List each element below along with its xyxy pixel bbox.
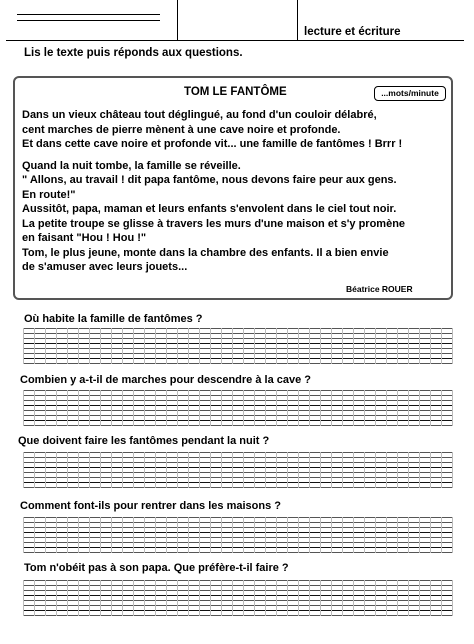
ruled-line — [23, 487, 453, 488]
ruled-line — [23, 605, 453, 606]
ruled-margin-tick — [243, 390, 244, 426]
ruled-margin-tick — [298, 580, 299, 616]
answer-lines-1[interactable] — [23, 328, 453, 364]
ruled-margin-tick — [210, 580, 211, 616]
ruled-margin-tick — [386, 580, 387, 616]
story-line: cent marches de pierre mènent à une cave noire et profonde. — [22, 123, 341, 136]
ruled-margin-tick — [309, 517, 310, 553]
ruled-margin-tick — [122, 517, 123, 553]
ruled-margin-tick — [364, 390, 365, 426]
ruled-line — [23, 472, 453, 473]
ruled-margin-tick — [210, 328, 211, 364]
ruled-line — [23, 358, 453, 359]
ruled-margin-tick — [111, 452, 112, 488]
ruled-margin-tick — [287, 328, 288, 364]
ruled-line — [23, 415, 453, 416]
ruled-margin-tick — [320, 390, 321, 426]
ruled-margin-tick — [430, 328, 431, 364]
ruled-line — [23, 532, 453, 533]
ruled-margin-tick — [45, 328, 46, 364]
ruled-margin-tick — [243, 328, 244, 364]
ruled-margin-tick — [166, 328, 167, 364]
ruled-margin-tick — [276, 390, 277, 426]
header-divider-left — [177, 0, 178, 40]
ruled-margin-tick — [100, 517, 101, 553]
story-line: en faisant "Hou ! Hou !" — [22, 232, 147, 244]
ruled-margin-tick — [353, 328, 354, 364]
ruled-margin-tick — [56, 580, 57, 616]
ruled-margin-tick — [276, 580, 277, 616]
ruled-margin-tick — [397, 390, 398, 426]
ruled-margin-tick — [419, 517, 420, 553]
ruled-margin-tick — [232, 517, 233, 553]
ruled-margin-tick — [188, 452, 189, 488]
ruled-margin-tick — [364, 517, 365, 553]
ruled-margin-tick — [441, 390, 442, 426]
ruled-margin-tick — [265, 452, 266, 488]
ruled-margin-tick — [386, 452, 387, 488]
ruled-margin-tick — [342, 517, 343, 553]
ruled-margin-tick — [397, 328, 398, 364]
ruled-margin-tick — [221, 452, 222, 488]
ruled-margin-tick — [67, 328, 68, 364]
ruled-margin-tick — [364, 452, 365, 488]
ruled-line — [23, 328, 453, 329]
ruled-line — [23, 452, 453, 453]
ruled-margin-tick — [243, 517, 244, 553]
ruled-margin-tick — [122, 580, 123, 616]
ruled-margin-tick — [56, 517, 57, 553]
ruled-margin-tick — [155, 328, 156, 364]
ruled-line — [23, 477, 453, 478]
ruled-margin-tick — [331, 452, 332, 488]
ruled-margin-tick — [23, 390, 24, 426]
ruled-margin-tick — [441, 517, 442, 553]
ruled-margin-tick — [100, 390, 101, 426]
ruled-margin-tick — [122, 328, 123, 364]
ruled-margin-tick — [364, 580, 365, 616]
ruled-line — [23, 522, 453, 523]
ruled-margin-tick — [452, 580, 453, 616]
ruled-margin-tick — [276, 517, 277, 553]
ruled-margin-tick — [342, 328, 343, 364]
story-text — [22, 108, 452, 275]
ruled-margin-tick — [166, 452, 167, 488]
ruled-line — [23, 467, 453, 468]
ruled-line — [23, 537, 453, 538]
ruled-line — [23, 542, 453, 543]
ruled-margin-tick — [144, 517, 145, 553]
ruled-margin-tick — [309, 580, 310, 616]
ruled-margin-tick — [45, 452, 46, 488]
ruled-margin-tick — [144, 580, 145, 616]
story-line: " Allons, au travail ! dit papa fantôme, nous devons faire peur aux gens. — [22, 174, 397, 186]
ruled-margin-tick — [353, 580, 354, 616]
ruled-margin-tick — [177, 390, 178, 426]
ruled-margin-tick — [452, 390, 453, 426]
ruled-margin-tick — [111, 517, 112, 553]
ruled-margin-tick — [397, 517, 398, 553]
ruled-margin-tick — [232, 390, 233, 426]
ruled-line — [23, 333, 453, 334]
ruled-margin-tick — [188, 517, 189, 553]
ruled-margin-tick — [122, 390, 123, 426]
ruled-margin-tick — [56, 328, 57, 364]
instruction: Lis le texte puis réponds aux questions. — [24, 47, 243, 59]
ruled-margin-tick — [320, 517, 321, 553]
ruled-margin-tick — [298, 452, 299, 488]
question-3: Que doivent faire les fantômes pendant la nuit ? — [18, 435, 270, 447]
ruled-margin-tick — [265, 580, 266, 616]
ruled-margin-tick — [78, 452, 79, 488]
ruled-line — [23, 410, 453, 411]
story-line: En route!" — [22, 188, 76, 201]
ruled-margin-tick — [78, 390, 79, 426]
ruled-margin-tick — [309, 328, 310, 364]
ruled-margin-tick — [199, 390, 200, 426]
ruled-line — [23, 363, 453, 364]
ruled-margin-tick — [287, 517, 288, 553]
ruled-margin-tick — [133, 580, 134, 616]
ruled-margin-tick — [298, 390, 299, 426]
ruled-margin-tick — [320, 580, 321, 616]
ruled-margin-tick — [441, 452, 442, 488]
ruled-margin-tick — [144, 328, 145, 364]
ruled-margin-tick — [133, 390, 134, 426]
name-line-2 — [17, 20, 160, 21]
ruled-margin-tick — [100, 452, 101, 488]
ruled-margin-tick — [188, 328, 189, 364]
ruled-margin-tick — [122, 452, 123, 488]
story-line: Quand la nuit tombe, la famille se réveille. — [22, 159, 241, 172]
ruled-line — [23, 457, 453, 458]
ruled-margin-tick — [177, 328, 178, 364]
ruled-margin-tick — [67, 517, 68, 553]
question-1: Où habite la famille de fantômes ? — [24, 313, 203, 325]
ruled-margin-tick — [298, 328, 299, 364]
answer-lines-2[interactable] — [23, 390, 453, 426]
story-line: La petite troupe se glisse à travers les murs d'une maison et s'y promène — [22, 217, 406, 230]
answer-lines-5[interactable] — [23, 580, 453, 616]
ruled-line — [23, 420, 453, 421]
ruled-margin-tick — [419, 452, 420, 488]
ruled-margin-tick — [221, 328, 222, 364]
story-line: Et dans cette cave noire et profonde vit... une famille de fantômes ! Brrr ! — [22, 138, 403, 150]
ruled-margin-tick — [386, 517, 387, 553]
ruled-margin-tick — [419, 580, 420, 616]
question-2: Combien y a-t-il de marches pour descendre à la cave ? — [20, 374, 311, 386]
ruled-margin-tick — [298, 517, 299, 553]
ruled-margin-tick — [89, 328, 90, 364]
ruled-margin-tick — [89, 517, 90, 553]
ruled-margin-tick — [199, 328, 200, 364]
ruled-margin-tick — [364, 328, 365, 364]
ruled-margin-tick — [419, 390, 420, 426]
ruled-margin-tick — [452, 517, 453, 553]
ruled-margin-tick — [89, 390, 90, 426]
ruled-margin-tick — [199, 452, 200, 488]
ruled-margin-tick — [342, 452, 343, 488]
ruled-margin-tick — [188, 580, 189, 616]
ruled-line — [23, 348, 453, 349]
ruled-line — [23, 610, 453, 611]
ruled-margin-tick — [221, 390, 222, 426]
story-author: Béatrice ROUER — [346, 284, 413, 294]
ruled-margin-tick — [265, 390, 266, 426]
ruled-margin-tick — [243, 580, 244, 616]
story-line: Dans un vieux château tout déglingué, au fond d'un couloir délabré, — [22, 109, 377, 121]
ruled-margin-tick — [430, 390, 431, 426]
ruled-margin-tick — [56, 452, 57, 488]
ruled-line — [23, 517, 453, 518]
ruled-margin-tick — [353, 517, 354, 553]
ruled-line — [23, 615, 453, 616]
ruled-margin-tick — [408, 452, 409, 488]
ruled-margin-tick — [34, 517, 35, 553]
ruled-margin-tick — [397, 452, 398, 488]
ruled-line — [23, 343, 453, 344]
ruled-margin-tick — [309, 452, 310, 488]
ruled-margin-tick — [353, 452, 354, 488]
name-line-1 — [17, 14, 160, 15]
ruled-margin-tick — [320, 452, 321, 488]
ruled-margin-tick — [45, 580, 46, 616]
ruled-margin-tick — [23, 517, 24, 553]
ruled-margin-tick — [199, 517, 200, 553]
answer-lines-4[interactable] — [23, 517, 453, 553]
ruled-margin-tick — [45, 390, 46, 426]
question-4: Comment font-ils pour rentrer dans les maisons ? — [20, 500, 281, 512]
ruled-margin-tick — [111, 390, 112, 426]
ruled-margin-tick — [155, 580, 156, 616]
ruled-margin-tick — [287, 390, 288, 426]
ruled-margin-tick — [265, 328, 266, 364]
ruled-margin-tick — [232, 452, 233, 488]
ruled-margin-tick — [144, 452, 145, 488]
ruled-margin-tick — [177, 452, 178, 488]
ruled-margin-tick — [56, 390, 57, 426]
ruled-margin-tick — [452, 328, 453, 364]
ruled-margin-tick — [375, 517, 376, 553]
ruled-margin-tick — [89, 580, 90, 616]
ruled-margin-tick — [45, 517, 46, 553]
ruled-margin-tick — [320, 328, 321, 364]
ruled-margin-tick — [210, 390, 211, 426]
ruled-margin-tick — [353, 390, 354, 426]
ruled-margin-tick — [331, 517, 332, 553]
ruled-margin-tick — [177, 580, 178, 616]
ruled-margin-tick — [221, 517, 222, 553]
ruled-margin-tick — [386, 328, 387, 364]
ruled-margin-tick — [34, 580, 35, 616]
ruled-margin-tick — [254, 328, 255, 364]
ruled-margin-tick — [155, 452, 156, 488]
ruled-margin-tick — [287, 580, 288, 616]
ruled-margin-tick — [430, 452, 431, 488]
ruled-margin-tick — [188, 390, 189, 426]
ruled-line — [23, 527, 453, 528]
ruled-margin-tick — [23, 452, 24, 488]
ruled-line — [23, 552, 453, 553]
ruled-margin-tick — [276, 452, 277, 488]
ruled-line — [23, 353, 453, 354]
ruled-margin-tick — [67, 452, 68, 488]
ruled-margin-tick — [100, 328, 101, 364]
ruled-margin-tick — [23, 328, 24, 364]
ruled-line — [23, 585, 453, 586]
ruled-margin-tick — [375, 580, 376, 616]
ruled-margin-tick — [155, 517, 156, 553]
ruled-margin-tick — [397, 580, 398, 616]
ruled-margin-tick — [111, 580, 112, 616]
story-line: de s'amuser avec leurs jouets... — [22, 261, 188, 273]
question-5: Tom n'obéit pas à son papa. Que préfère-t-il faire ? — [24, 562, 289, 574]
ruled-margin-tick — [386, 390, 387, 426]
ruled-line — [23, 482, 453, 483]
ruled-line — [23, 590, 453, 591]
story-line: Aussitôt, papa, maman et leurs enfants s'envolent dans le ciel tout noir. — [22, 203, 397, 215]
story-title: TOM LE FANTÔME — [184, 86, 287, 98]
ruled-margin-tick — [408, 517, 409, 553]
ruled-margin-tick — [232, 580, 233, 616]
ruled-line — [23, 462, 453, 463]
ruled-margin-tick — [78, 517, 79, 553]
ruled-line — [23, 400, 453, 401]
ruled-margin-tick — [375, 452, 376, 488]
ruled-margin-tick — [265, 517, 266, 553]
ruled-margin-tick — [430, 580, 431, 616]
ruled-margin-tick — [331, 328, 332, 364]
ruled-margin-tick — [199, 580, 200, 616]
ruled-margin-tick — [34, 328, 35, 364]
ruled-margin-tick — [452, 452, 453, 488]
ruled-margin-tick — [408, 580, 409, 616]
ruled-line — [23, 338, 453, 339]
ruled-margin-tick — [133, 328, 134, 364]
ruled-margin-tick — [430, 517, 431, 553]
ruled-margin-tick — [375, 328, 376, 364]
ruled-margin-tick — [89, 452, 90, 488]
header-divider-right — [297, 0, 298, 40]
ruled-margin-tick — [34, 452, 35, 488]
ruled-margin-tick — [166, 580, 167, 616]
ruled-margin-tick — [287, 452, 288, 488]
ruled-margin-tick — [166, 390, 167, 426]
ruled-margin-tick — [408, 390, 409, 426]
ruled-line — [23, 395, 453, 396]
ruled-margin-tick — [78, 580, 79, 616]
ruled-margin-tick — [254, 452, 255, 488]
ruled-margin-tick — [221, 580, 222, 616]
ruled-line — [23, 547, 453, 548]
ruled-margin-tick — [133, 452, 134, 488]
ruled-margin-tick — [243, 452, 244, 488]
ruled-margin-tick — [177, 517, 178, 553]
ruled-line — [23, 595, 453, 596]
ruled-margin-tick — [441, 328, 442, 364]
ruled-margin-tick — [67, 580, 68, 616]
ruled-margin-tick — [133, 517, 134, 553]
ruled-margin-tick — [166, 517, 167, 553]
ruled-margin-tick — [254, 580, 255, 616]
ruled-margin-tick — [276, 328, 277, 364]
story-line — [22, 152, 452, 159]
ruled-margin-tick — [441, 580, 442, 616]
ruled-margin-tick — [254, 517, 255, 553]
ruled-margin-tick — [67, 390, 68, 426]
ruled-line — [23, 425, 453, 426]
ruled-margin-tick — [34, 390, 35, 426]
ruled-margin-tick — [210, 452, 211, 488]
ruled-line — [23, 405, 453, 406]
ruled-margin-tick — [331, 580, 332, 616]
ruled-margin-tick — [232, 328, 233, 364]
header-title: lecture et écriture — [304, 26, 401, 38]
ruled-margin-tick — [23, 580, 24, 616]
ruled-margin-tick — [375, 390, 376, 426]
ruled-margin-tick — [111, 328, 112, 364]
ruled-margin-tick — [408, 328, 409, 364]
story-line: Tom, le plus jeune, monte dans la chambre des enfants. Il a bien envie — [22, 246, 389, 259]
ruled-margin-tick — [210, 517, 211, 553]
ruled-line — [23, 600, 453, 601]
ruled-margin-tick — [100, 580, 101, 616]
answer-lines-3[interactable] — [23, 452, 453, 488]
ruled-margin-tick — [342, 390, 343, 426]
ruled-margin-tick — [342, 580, 343, 616]
ruled-margin-tick — [78, 328, 79, 364]
ruled-margin-tick — [144, 390, 145, 426]
ruled-margin-tick — [331, 390, 332, 426]
ruled-margin-tick — [419, 328, 420, 364]
ruled-margin-tick — [309, 390, 310, 426]
ruled-margin-tick — [155, 390, 156, 426]
ruled-line — [23, 390, 453, 391]
reading-speed-box: ...mots/minute — [374, 86, 446, 101]
ruled-line — [23, 580, 453, 581]
ruled-margin-tick — [254, 390, 255, 426]
